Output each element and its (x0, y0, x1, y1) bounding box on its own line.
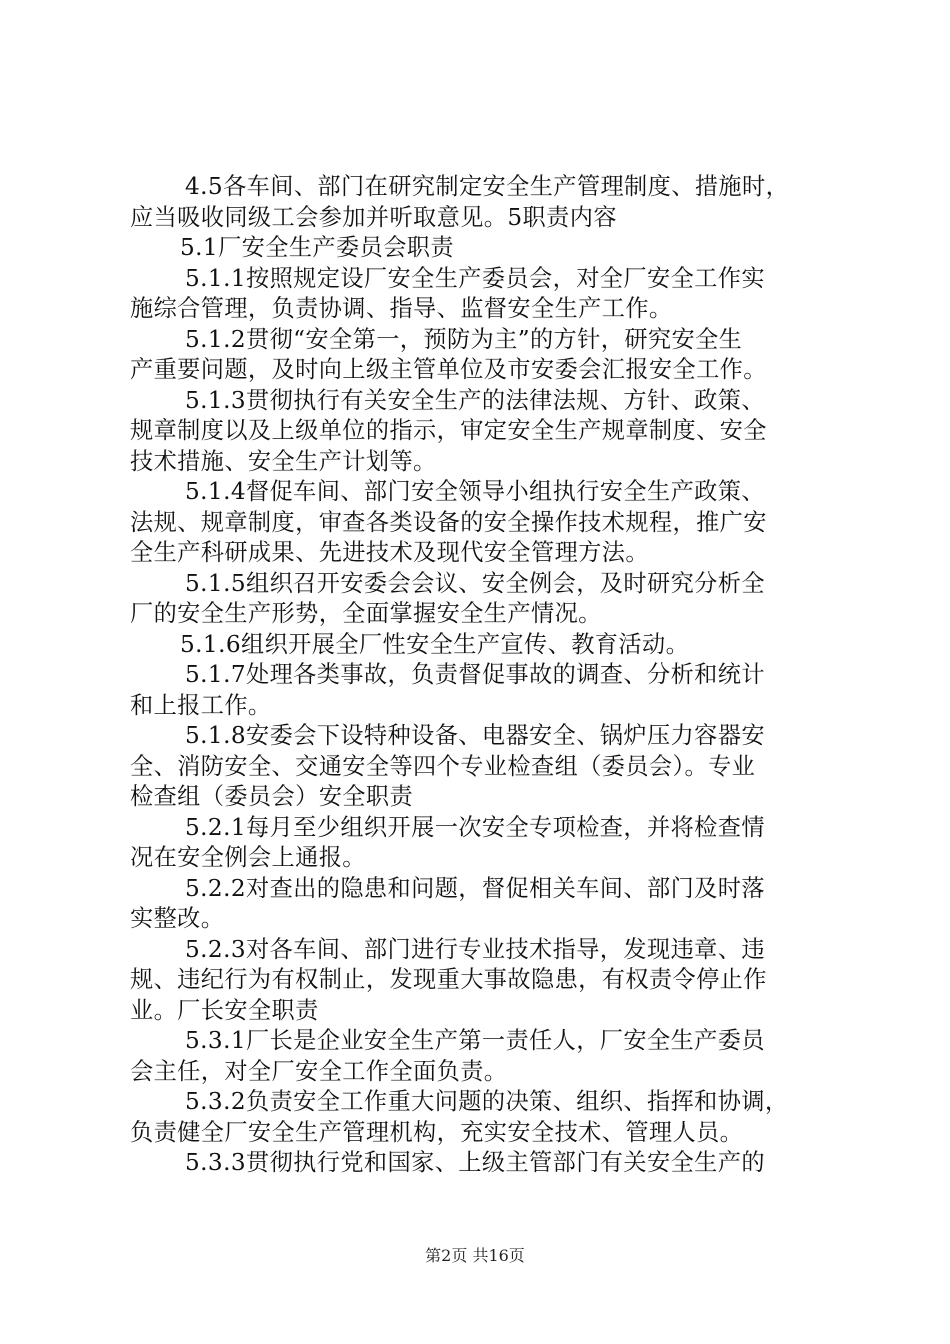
text-line: 会主任，对全厂安全工作全面负责。 (130, 1057, 508, 1085)
text-line: 和上报工作。 (130, 691, 272, 719)
text-line: 5.3.1厂长是企业安全生产第一责任人，厂安全生产委员 (185, 1027, 765, 1054)
text-line: 技术措施、安全生产计划等。 (130, 447, 437, 475)
text-line: 5.1.4督促车间、部门安全领导小组执行安全生产政策、 (185, 478, 765, 505)
text-line: 产重要问题，及时向上级主管单位及市安委会汇报安全工作。 (130, 356, 767, 383)
text-line: 法规、规章制度，审查各类设备的安全操作技术规程，推广安 (130, 508, 767, 536)
text-line: 5.1.1按照规定设厂安全生产委员会，对全厂安全工作实 (185, 264, 765, 292)
text-line: 全、消防安全、交通安全等四个专业检查组（委员会）。专业 (130, 752, 756, 780)
page-footer: 第2页 共16页 (425, 1246, 525, 1265)
text-line: 实整改。 (130, 905, 225, 932)
text-line: 5.1.3贯彻执行有关安全生产的法律法规、方针、政策、 (185, 386, 765, 414)
text-line: 5.1.6组织开展全厂性安全生产宣传、教育活动。 (180, 630, 690, 658)
text-line: 5.1.8安委会下设特种设备、电器安全、锅炉压力容器安 (185, 722, 765, 749)
text-line: 5.3.3贯彻执行党和国家、上级主管部门有关安全生产的 (185, 1149, 765, 1176)
text-line: 施综合管理，负责协调、指导、监督安全生产工作。 (130, 295, 673, 322)
text-line: 4.5各车间、部门在研究制定安全生产管理制度、措施时， (185, 173, 790, 200)
text-line: 5.1.2贯彻“安全第一，预防为主”的方针，研究安全生 (185, 325, 743, 353)
text-line: 检查组（委员会）安全职责 (130, 783, 414, 810)
text-line: 5.3.2负责安全工作重大问题的决策、组织、指挥和协调， (185, 1088, 789, 1115)
text-line: 厂的安全生产形势，全面掌握安全生产情况。 (130, 600, 602, 627)
text-line: 5.1.7处理各类事故，负责督促事故的调查、分析和统计 (185, 661, 765, 688)
text-line: 规、违纪行为有权制止，发现重大事故隐患，有权责令停止作 (130, 966, 767, 993)
text-line: 5.1.5组织召开安委会会议、安全例会，及时研究分析全 (185, 569, 765, 597)
text-line: 5.2.3对各车间、部门进行专业技术指导，发现违章、违 (185, 935, 765, 963)
text-line: 况在安全例会上通报。 (130, 844, 366, 871)
text-line: 5.1厂安全生产委员会职责 (180, 234, 454, 261)
text-line: 5.2.1每月至少组织开展一次安全专项检查，并将检查情 (185, 813, 765, 841)
text-line: 应当吸收同级工会参加并听取意见。5职责内容 (130, 203, 617, 231)
text-line: 5.2.2对查出的隐患和问题，督促相关车间、部门及时落 (185, 874, 765, 902)
text-line: 规章制度以及上级单位的指示，审定安全生产规章制度、安全 (130, 417, 767, 444)
text-line: 负责健全厂安全生产管理机构，充实安全技术、管理人员。 (130, 1118, 744, 1146)
document-body (130, 172, 830, 1179)
text-line: 全生产科研成果、先进技术及现代安全管理方法。 (130, 539, 649, 566)
text-line: 业。厂长安全职责 (130, 996, 319, 1024)
